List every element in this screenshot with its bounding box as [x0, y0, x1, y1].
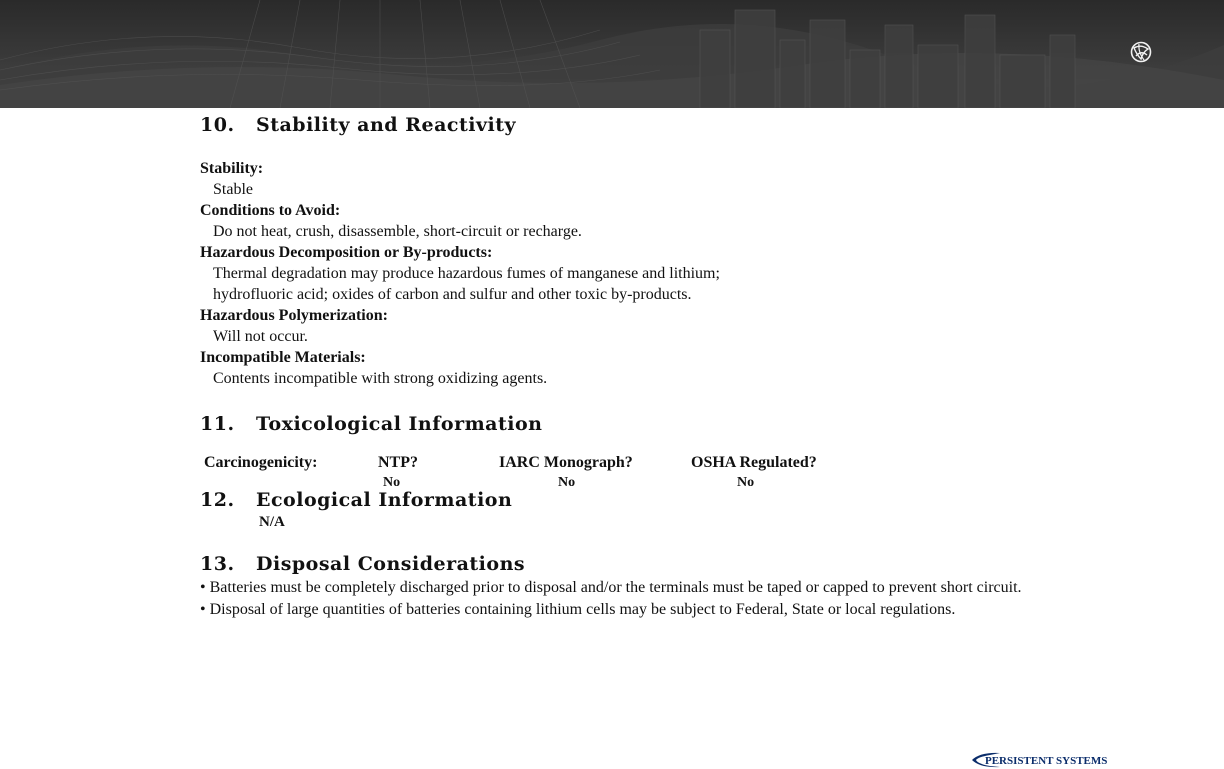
decomposition-value-line1: Thermal degradation may produce hazardous fumes of manganese and lithium;	[213, 265, 720, 282]
stability-label: Stability:	[200, 160, 264, 177]
carcinogenicity-table	[200, 453, 1060, 495]
disposal-bullet-1: • Batteries must be completely discharged prior to disposal and/or the terminals must be taped or capped to prevent short circuit.	[200, 579, 1022, 596]
polymerization-value: Will not occur.	[213, 328, 308, 345]
header-banner	[0, 0, 1224, 108]
conditions-label: Conditions to Avoid:	[200, 202, 341, 219]
section-number: 13.	[200, 553, 235, 575]
polymerization-label: Hazardous Polymerization:	[200, 307, 388, 324]
ntp-label: NTP?	[378, 454, 418, 471]
section-number: 12.	[200, 489, 235, 511]
section-stability-reactivity	[200, 112, 1060, 389]
osha-label: OSHA Regulated?	[691, 454, 817, 471]
decomposition-value-line2: hydrofluoric acid; oxides of carbon and sulfur and other toxic by-products.	[213, 286, 692, 303]
iarc-label: IARC Monograph?	[499, 454, 633, 471]
section-heading: Disposal Considerations	[256, 553, 526, 575]
document-content	[200, 112, 1060, 620]
section-number: 10.	[200, 114, 235, 136]
conditions-value: Do not heat, crush, disassemble, short-circuit or recharge.	[213, 223, 582, 240]
section-title	[200, 411, 1060, 437]
persistent-systems-logo	[970, 751, 1112, 769]
decomposition-label: Hazardous Decomposition or By-products:	[200, 244, 493, 261]
footer-brand-text: PERSISTENT SYSTEMS	[985, 755, 1108, 767]
section-disposal	[200, 551, 1060, 620]
carcinogenicity-label: Carcinogenicity:	[204, 454, 318, 471]
incompatible-label: Incompatible Materials:	[200, 349, 366, 366]
stability-value: Stable	[213, 181, 253, 198]
globe-logo-icon	[1130, 41, 1152, 63]
section-heading: Stability and Reactivity	[256, 114, 517, 136]
section-number: 11.	[200, 413, 235, 435]
osha-value: No	[737, 475, 755, 490]
section-title	[200, 112, 1060, 138]
disposal-bullet-2: • Disposal of large quantities of batteries containing lithium cells may be subject to Federal, State or local regulations.	[200, 600, 956, 618]
section-toxicological	[200, 411, 1060, 495]
incompatible-value: Contents incompatible with strong oxidizing agents.	[213, 370, 548, 387]
city-skyline-graphic	[0, 0, 1224, 108]
ecological-value: N/A	[259, 514, 285, 530]
section-heading: Toxicological Information	[256, 413, 543, 435]
iarc-value: No	[558, 475, 576, 490]
section-heading: Ecological Information	[256, 489, 513, 511]
ntp-value: No	[383, 475, 401, 490]
section-title	[200, 551, 1060, 577]
